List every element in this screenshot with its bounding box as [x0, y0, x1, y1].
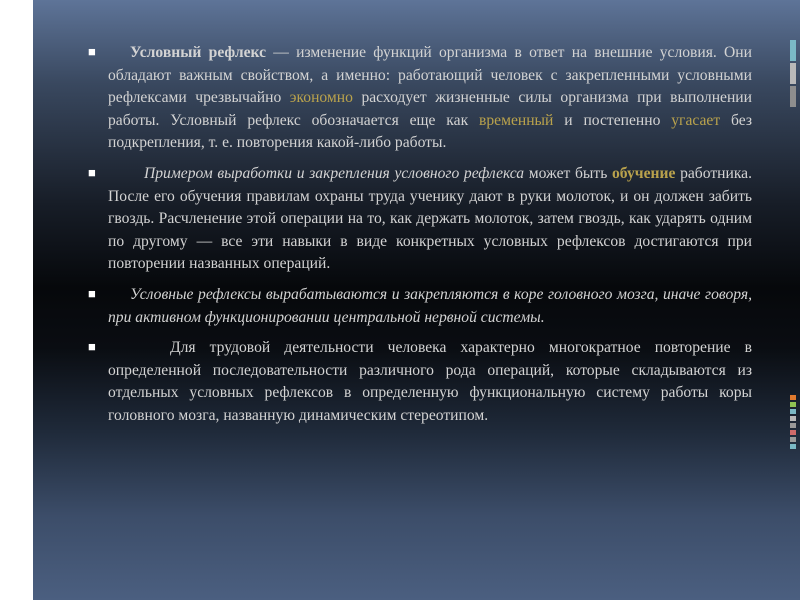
paragraph: Примером выработки и закрепления условного рефлекса может быть обучение работника. После его обучения правилам охраны труда ученику дают в руки молоток, и он должен забить гвоздь. Расчленение этой операции на то, как держать молоток, затем гвоздь, как ударять одним по другому — все эти навыки в виде конкретных условных рефлексов достигаются при повторении названных операций.: [108, 164, 752, 273]
highlight-word: угасает: [671, 111, 721, 129]
bullet-icon: ■: [88, 44, 96, 59]
bullet-item-conditioned-reflex: [88, 42, 752, 155]
decor-bar: [790, 430, 796, 435]
decor-bar: [790, 40, 796, 61]
paragraph: Условные рефлексы вырабатываются и закрепляются в коре головного мозга, иначе говоря, при активном функционировании центральной нервной системы.: [108, 285, 752, 326]
decor-bar: [790, 423, 796, 428]
paragraph: Условный рефлекс — изменение функций организма в ответ на внешние условия. Они обладают важным свойством, а именно: работающий человек с закрепленными условными рефлексами чрезвычайно экономно расходует жизненные силы организма при выполнении работы. Условный рефлекс обозначается еще как временный и постепенно угасает без подкрепления, т. е. повторения какой-либо работы.: [108, 44, 752, 152]
decorative-bars-top: [790, 40, 800, 109]
paragraph: Для трудовой деятельности человека характерно многократное повторение в определенной последовательности различного рода операций, которые складываются из отдельных условных рефлексов в определенную функциональную систему работы коры головного мозга, названную динамическим стереотипом.: [108, 339, 752, 424]
decor-bar: [790, 395, 796, 400]
bullet-icon: ■: [88, 339, 96, 355]
bullet-icon: ■: [88, 285, 96, 301]
slide-body: [88, 42, 752, 436]
decor-bar: [790, 437, 796, 442]
highlight-bold-word: обучение: [612, 164, 676, 182]
decor-bar: [790, 444, 796, 449]
decorative-bars-bottom: [790, 395, 800, 451]
decor-bar: [790, 416, 796, 421]
highlight-word: временный: [479, 111, 554, 129]
lead-italic: Примером выработки и закрепления условного рефлекса: [144, 164, 525, 182]
decor-bar: [790, 402, 796, 407]
decor-bar: [790, 63, 796, 84]
highlight-word: экономно: [289, 89, 353, 107]
bullet-item-example: [88, 163, 752, 276]
decor-bar: [790, 409, 796, 414]
bullet-item-stereotype: [88, 337, 752, 427]
bullet-item-cortex: [88, 284, 752, 329]
decor-bar: [790, 86, 796, 107]
term-bold: Условный рефлекс: [130, 44, 267, 61]
bullet-icon: ■: [88, 164, 96, 180]
